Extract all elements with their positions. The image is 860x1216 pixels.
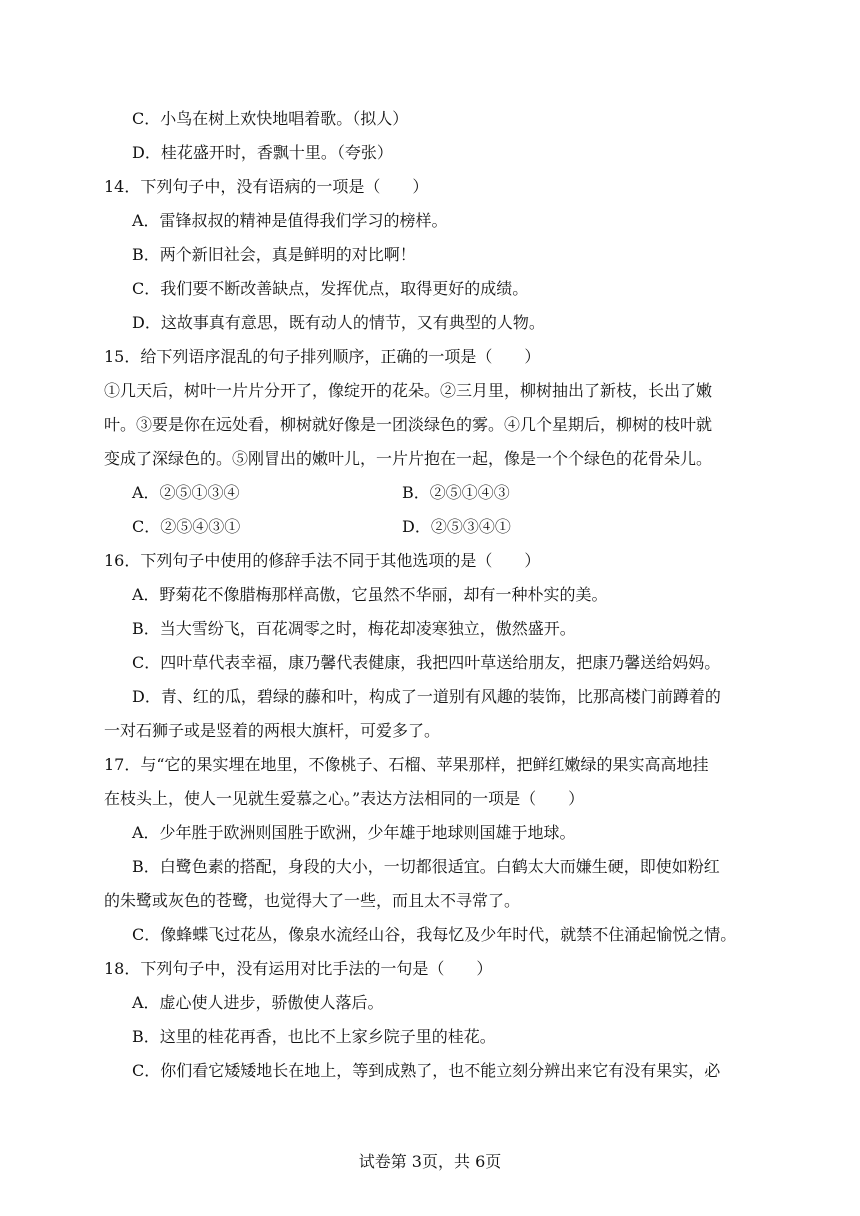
question-15: 15．给下列语序混乱的句子排列顺序，正确的一项是（ ） (104, 347, 541, 366)
q18-option-a: A．虚心使人进步，骄傲使人落后。 (132, 993, 384, 1012)
q17-option-b: B．白鹭色素的搭配，身段的大小，一切都很适宜。白鹤太大而嫌生硬，即使如粉红 (132, 857, 720, 876)
q15-passage-line-1: ①几天后，树叶一片片分开了，像绽开的花朵。②三月里，柳树抽出了新枝，长出了嫩 (104, 381, 713, 400)
question-17-cont: 在枝头上，使人一见就生爱慕之心。”表达方法相同的一项是（ ） (104, 789, 585, 808)
q14-option-d: D．这故事真有意思，既有动人的情节，又有典型的人物。 (132, 313, 545, 332)
q15-options-row-2 (104, 510, 760, 544)
q16-option-c: C．四叶草代表幸福，康乃馨代表健康，我把四叶草送给朋友，把康乃馨送给妈妈。 (132, 653, 721, 672)
page-footer: 试卷第 3页，共 6页 (358, 1152, 502, 1171)
q14-option-a: A．雷锋叔叔的精神是值得我们学习的榜样。 (132, 211, 448, 230)
q16-option-d: D．青、红的瓜，碧绿的藤和叶，构成了一道别有风趣的装饰，比那高楼门前蹲着的 (132, 687, 721, 706)
q13-option-d: D．桂花盛开时，香飘十里。（夸张） (132, 143, 393, 162)
question-17: 17．与“它的果实埋在地里，不像桃子、石榴、苹果那样，把鲜红嫩绿的果实高高地挂 (104, 755, 709, 774)
question-14: 14．下列句子中，没有语病的一项是（ ） (104, 177, 429, 196)
q17-option-b-cont: 的朱鹭或灰色的苍鹭，也觉得大了一些，而且太不寻常了。 (104, 891, 521, 910)
q14-option-c: C．我们要不断改善缺点，发挥优点，取得更好的成绩。 (132, 279, 529, 298)
q16-option-b: B．当大雪纷飞，百花凋零之时，梅花却凌寒独立，傲然盛开。 (132, 619, 576, 638)
question-18: 18．下列句子中，没有运用对比手法的一句是（ ） (104, 959, 493, 978)
q16-option-a: A．野菊花不像腊梅那样高傲，它虽然不华丽，却有一种朴实的美。 (132, 585, 608, 604)
q15-option-b: B．②⑤①④③ (402, 483, 510, 502)
q17-option-c: C．像蜂蝶飞过花丛，像泉水流经山谷，我每忆及少年时代，就禁不住涌起愉悦之情。 (132, 925, 737, 944)
exam-page-content (104, 102, 760, 1088)
question-16: 16．下列句子中使用的修辞手法不同于其他选项的是（ ） (104, 551, 541, 570)
q15-option-d: D．②⑤③④① (402, 517, 511, 536)
q15-option-c: C．②⑤④③① (132, 517, 241, 536)
q14-option-b: B．两个新旧社会，真是鲜明的对比啊！ (132, 245, 416, 264)
q15-passage-line-3: 变成了深绿色的。⑤刚冒出的嫩叶儿，一片片抱在一起，像是一个个绿色的花骨朵儿。 (104, 449, 713, 468)
q18-option-c: C．你们看它矮矮地长在地上，等到成熟了，也不能立刻分辨出来它有没有果实，必 (132, 1061, 721, 1080)
q15-passage-line-2: 叶。③要是你在远处看，柳树就好像是一团淡绿色的雾。④几个星期后，柳树的枝叶就 (104, 415, 713, 434)
q15-option-a: A．②⑤①③④ (132, 483, 240, 502)
q13-option-c: C．小鸟在树上欢快地唱着歌。（拟人） (132, 109, 409, 128)
q18-option-b: B．这里的桂花再香，也比不上家乡院子里的桂花。 (132, 1027, 496, 1046)
q15-options-row-1 (104, 476, 760, 510)
q16-option-d-cont: 一对石狮子或是竖着的两根大旗杆，可爱多了。 (104, 721, 441, 740)
q17-option-a: A．少年胜于欧洲则国胜于欧洲，少年雄于地球则国雄于地球。 (132, 823, 576, 842)
